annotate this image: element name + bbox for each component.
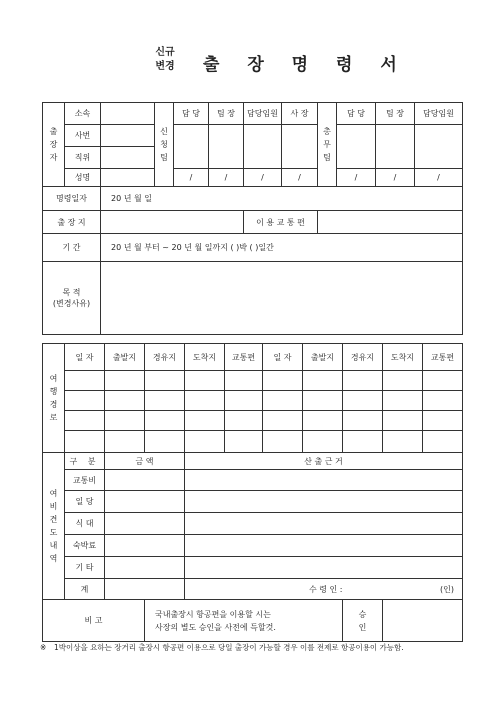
itinerary-expense-form <box>42 343 463 642</box>
destination-value[interactable] <box>101 211 244 234</box>
itinerary-cell[interactable] <box>185 371 225 391</box>
itinerary-column-header: 일 자 <box>263 344 303 371</box>
itinerary-cell[interactable] <box>343 371 383 391</box>
itinerary-cell[interactable] <box>145 411 185 431</box>
signature-box[interactable] <box>282 125 318 169</box>
signature-box[interactable] <box>209 125 244 169</box>
traveler-field-value[interactable] <box>101 169 155 187</box>
expense-amount[interactable] <box>105 535 185 557</box>
itinerary-cell[interactable] <box>225 411 263 431</box>
signature-date[interactable]: / <box>337 169 376 187</box>
expense-basis[interactable] <box>185 470 463 491</box>
remarks-label: 비 고 <box>43 600 145 642</box>
itinerary-cell[interactable] <box>225 391 263 411</box>
expense-amount[interactable] <box>105 513 185 535</box>
itinerary-cell[interactable] <box>145 391 185 411</box>
expense-basis[interactable] <box>185 535 463 557</box>
itinerary-column-header: 교통편 <box>423 344 463 371</box>
itinerary-cell[interactable] <box>343 431 383 453</box>
footnote-text: 1박이상을 요하는 장거리 출장시 항공편 이용으로 당일 출장이 가능할 경우 이를 전제로 항공이용이 가능함. <box>54 643 404 652</box>
itinerary-column-header: 출발지 <box>105 344 145 371</box>
itinerary-cell[interactable] <box>383 391 423 411</box>
itinerary-cell[interactable] <box>185 431 225 453</box>
expense-basis[interactable] <box>185 491 463 513</box>
expenses-group-label: 여비견도내역 <box>43 453 65 600</box>
expense-row-label: 교통비 <box>65 470 105 491</box>
expense-basis[interactable] <box>185 513 463 535</box>
itinerary-cell[interactable] <box>65 371 105 391</box>
purpose-label <box>43 262 101 335</box>
itinerary-cell[interactable] <box>65 391 105 411</box>
traveler-field-label: 직위 <box>65 147 101 169</box>
signature-date[interactable]: / <box>244 169 282 187</box>
itinerary-cell[interactable] <box>383 411 423 431</box>
purpose-label-main: 목 적 <box>62 288 81 297</box>
approval-box[interactable] <box>383 600 463 642</box>
itinerary-cell[interactable] <box>185 411 225 431</box>
traveler-field-value[interactable] <box>101 147 155 169</box>
period-label: 기 간 <box>43 234 101 262</box>
transport-label: 이 용 교 통 편 <box>244 211 318 234</box>
expense-amount[interactable] <box>105 491 185 513</box>
itinerary-cell[interactable] <box>145 431 185 453</box>
signature-date[interactable]: / <box>415 169 463 187</box>
signature-date[interactable]: / <box>209 169 244 187</box>
itinerary-column-header: 교통편 <box>225 344 263 371</box>
itinerary-column-header: 경유지 <box>343 344 383 371</box>
itinerary-cell[interactable] <box>303 391 343 411</box>
itinerary-cell[interactable] <box>383 431 423 453</box>
footnote <box>40 642 468 654</box>
period-value[interactable]: 20 년 월 부터 ~ 20 년 월 일까지 ( )박 ( )일간 <box>101 234 463 262</box>
itinerary-cell[interactable] <box>263 371 303 391</box>
cooperation-group-label: 총무팀 <box>318 103 337 187</box>
expense-amount[interactable] <box>105 557 185 579</box>
itinerary-column-header: 도착지 <box>185 344 225 371</box>
form-kind <box>150 46 180 74</box>
itinerary-cell[interactable] <box>263 431 303 453</box>
applicant-column-header: 사 장 <box>282 103 318 125</box>
traveler-field-label: 사번 <box>65 125 101 147</box>
itinerary-cell[interactable] <box>423 431 463 453</box>
transport-value[interactable] <box>318 211 463 234</box>
itinerary-cell[interactable] <box>65 411 105 431</box>
itinerary-cell[interactable] <box>225 431 263 453</box>
itinerary-column-header: 경유지 <box>145 344 185 371</box>
cooperation-column-header: 담당임원 <box>415 103 463 125</box>
signature-date[interactable]: / <box>282 169 318 187</box>
traveler-field-label: 소속 <box>65 103 101 125</box>
expense-category-header: 구 분 <box>65 453 105 470</box>
itinerary-cell[interactable] <box>423 371 463 391</box>
itinerary-cell[interactable] <box>343 391 383 411</box>
approval-label: 승인 <box>343 600 383 642</box>
expense-total-amount[interactable] <box>105 579 185 600</box>
itinerary-cell[interactable] <box>65 431 105 453</box>
itinerary-column-header: 도착지 <box>383 344 423 371</box>
traveler-group-label: 출장자 <box>43 103 65 187</box>
form-kind-change: 변경 <box>155 61 175 72</box>
itinerary-cell[interactable] <box>105 391 145 411</box>
itinerary-cell[interactable] <box>423 411 463 431</box>
expense-amount[interactable] <box>105 470 185 491</box>
signature-box[interactable] <box>337 125 376 169</box>
itinerary-group-label: 여행경로 <box>43 344 65 453</box>
signature-box[interactable] <box>244 125 282 169</box>
itinerary-cell[interactable] <box>303 431 343 453</box>
itinerary-column-header: 출발지 <box>303 344 343 371</box>
signature-date[interactable]: / <box>174 169 209 187</box>
traveler-field-label: 성명 <box>65 169 101 187</box>
footnote-mark: ※ <box>40 643 47 652</box>
purpose-label-sub: (변경사유) <box>52 299 91 308</box>
itinerary-cell[interactable] <box>423 391 463 411</box>
applicant-group-label: 신청팀 <box>155 103 174 187</box>
receiver-label: 수 령 인 : <box>185 579 343 600</box>
cooperation-column-header: 담 당 <box>337 103 376 125</box>
itinerary-cell[interactable] <box>343 411 383 431</box>
itinerary-column-header: 일 자 <box>65 344 105 371</box>
remarks-note <box>145 600 343 642</box>
document-title: 출 장 명 령 서 <box>203 55 408 75</box>
signature-box[interactable] <box>415 125 463 169</box>
expense-total-label: 계 <box>65 579 105 600</box>
signature-box[interactable] <box>376 125 415 169</box>
itinerary-cell[interactable] <box>185 391 225 411</box>
form-kind-new: 신규 <box>155 47 175 58</box>
traveler-field-value[interactable] <box>101 103 155 125</box>
applicant-column-header: 담당임원 <box>244 103 282 125</box>
receiver-seal[interactable]: (인) <box>343 579 463 600</box>
itinerary-cell[interactable] <box>105 411 145 431</box>
applicant-column-header: 담 당 <box>174 103 209 125</box>
itinerary-cell[interactable] <box>105 371 145 391</box>
itinerary-cell[interactable] <box>303 371 343 391</box>
cooperation-column-header: 팀 장 <box>376 103 415 125</box>
itinerary-cell[interactable] <box>303 411 343 431</box>
remarks-note-line: 사장의 별도 승인을 사전에 득할것. <box>155 622 276 632</box>
expense-basis[interactable] <box>185 557 463 579</box>
itinerary-cell[interactable] <box>383 371 423 391</box>
traveler-field-value[interactable] <box>101 125 155 147</box>
document-header <box>0 46 504 86</box>
order-date-value[interactable]: 20 년 월 일 <box>101 187 463 211</box>
itinerary-cell[interactable] <box>263 411 303 431</box>
itinerary-cell[interactable] <box>263 391 303 411</box>
travel-order-form <box>42 102 463 335</box>
applicant-column-header: 팀 장 <box>209 103 244 125</box>
expense-amount-header: 금 액 <box>105 453 185 470</box>
itinerary-cell[interactable] <box>145 371 185 391</box>
expense-row-label: 일 당 <box>65 491 105 513</box>
expense-row-label: 숙박료 <box>65 535 105 557</box>
expense-row-label: 식 대 <box>65 513 105 535</box>
order-date-label: 명령일자 <box>43 187 101 211</box>
destination-label: 출 장 지 <box>43 211 101 234</box>
signature-box[interactable] <box>174 125 209 169</box>
itinerary-cell[interactable] <box>105 431 145 453</box>
itinerary-cell[interactable] <box>225 371 263 391</box>
remarks-note-line: 국내출장시 항공편을 이용할 시는 <box>155 609 271 619</box>
signature-date[interactable]: / <box>376 169 415 187</box>
expense-basis-header: 산 출 근 거 <box>185 453 463 470</box>
expense-row-label: 기 타 <box>65 557 105 579</box>
purpose-value[interactable] <box>101 262 463 335</box>
